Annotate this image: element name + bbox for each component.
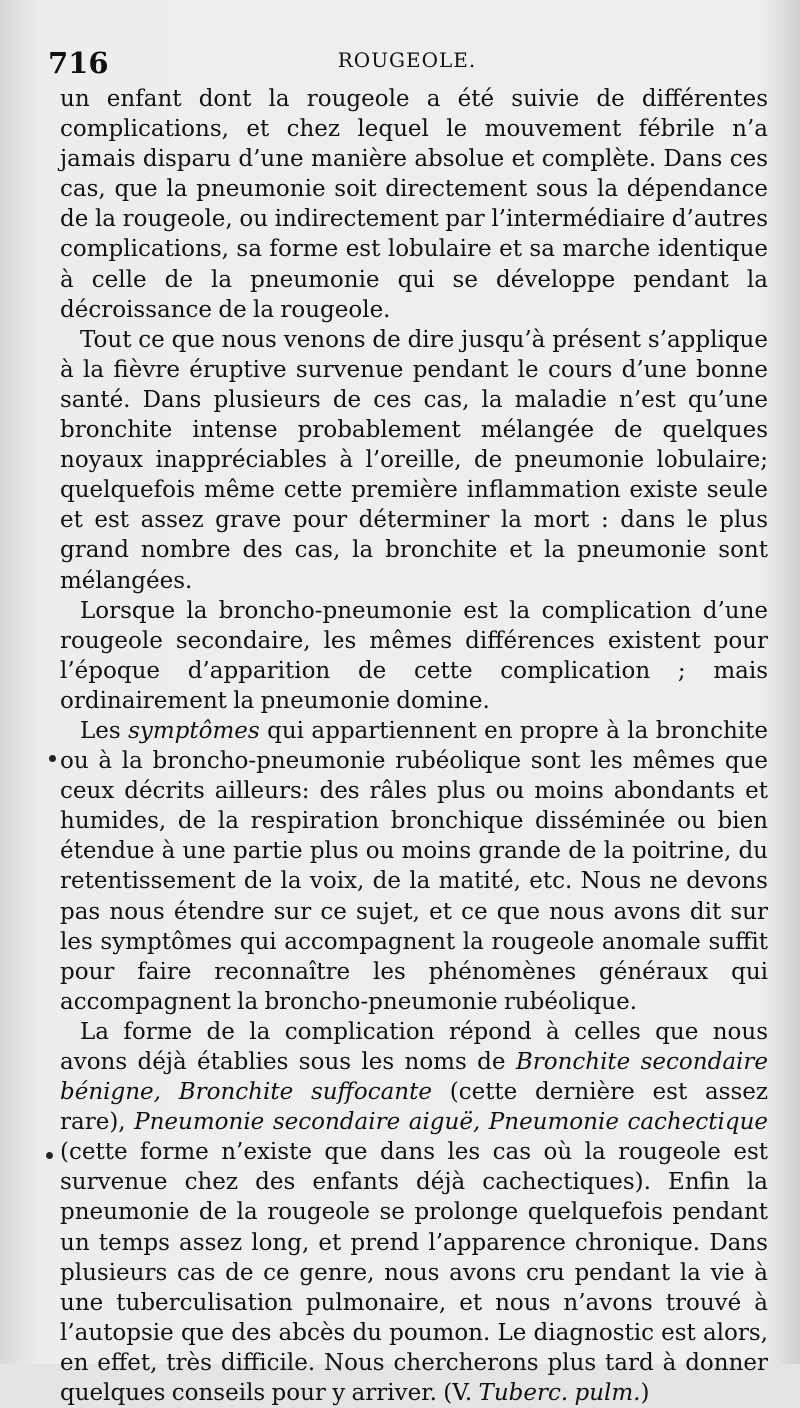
paragraph xyxy=(60,596,768,716)
italic-text: Bronchite secondaire bénigne, Bronchite suffocante xyxy=(60,1049,768,1106)
text-run: Lorsque la broncho-pneumonie est la complication d’une rougeole secondaire, les mêmes différences existent pour l’époque d’apparition de cette complication ; mais ordinairement la pneumonie domine. xyxy=(60,597,768,714)
text-run: Tout ce que nous venons de dire jusqu’à présent s’applique à la fièvre éruptive survenue pendant le cours d’une bonne santé. Dans plusieurs de ces cas, la maladie n’est qu’une bronchite intense probablement mélangée de quelques noyaux inappréciables à l’oreille, de pneumonie lobulaire; quelquefois même cette première inflammation existe seule et est assez grave pour déterminer la mort : dans le plus grand nombre des cas, la bronchite et la pneumonie sont mélangées. xyxy=(60,326,768,594)
italic-text: Pneumonie secondaire aiguë, Pneumonie cachectique xyxy=(134,1109,768,1136)
body-text xyxy=(60,84,768,1408)
paragraph xyxy=(60,325,768,596)
paragraph xyxy=(60,84,768,325)
italic-text: symptômes xyxy=(128,717,260,744)
margin-dot-mark xyxy=(46,1152,53,1159)
paragraph xyxy=(60,1017,768,1408)
text-run: ) xyxy=(640,1380,650,1407)
page-number: 716 xyxy=(48,46,109,80)
running-title: ROUGEOLE. xyxy=(337,48,477,72)
text-run: un enfant dont la rougeole a été suivie de différentes complications, et chez lequel le mouvement fébrile n’a jamais disparu d’une manière absolue et complète. Dans ces cas, que la pneumonie soit directement sous la dépendance de la rougeole, ou indirectement par l’intermédiaire d’autres complications, sa forme est lobulaire et sa marche identique à celle de la pneumonie qui se développe pendant la décroissance de la rougeole. xyxy=(60,86,768,323)
text-run: qui appartiennent en propre à la bronchite ou à la broncho-pneumonie rubéolique sont les mêmes que ceux décrits ailleurs: des râles plus ou moins abondants et humides, de la respiration bronchique disséminée ou bien étendue à une partie plus ou moins grande de la poitrine, du retentissement de la voix, de la matité, etc. Nous ne devons pas nous étendre sur ce sujet, et ce que nous avons dit sur les symptômes qui accompagnent la rougeole anomale suffit pour faire reconnaître les phénomènes généraux qui accompagnent la broncho-pneumonie rubéolique. xyxy=(60,717,769,1015)
text-run: (cette dernière est assez rare), xyxy=(60,1079,768,1136)
page-header xyxy=(42,44,772,84)
margin-dot-mark xyxy=(49,755,56,762)
text-run: La forme de la complication répond à celles que nous avons déjà établies sous les noms de xyxy=(60,1018,768,1075)
text-run: (cette forme n’existe que dans les cas où la rougeole est survenue chez des enfants déjà cachectiques). Enfin la pneumonie de la rougeole se prolonge quelquefois pendant un temps assez long, et prend l’apparence chronique. Dans plusieurs cas de ce genre, nous avons cru pendant la vie à une tuberculisation pulmonaire, et nous n’avons trouvé à l’autopsie que des abcès du poumon. Le diagnostic est alors, en effet, très difficile. Nous chercherons plus tard à donner quelques conseils pour y arriver. (V. xyxy=(60,1139,768,1407)
text-run: Les xyxy=(80,717,129,744)
paragraph xyxy=(60,716,768,1017)
italic-text: Tuberc. pulm. xyxy=(478,1380,641,1407)
